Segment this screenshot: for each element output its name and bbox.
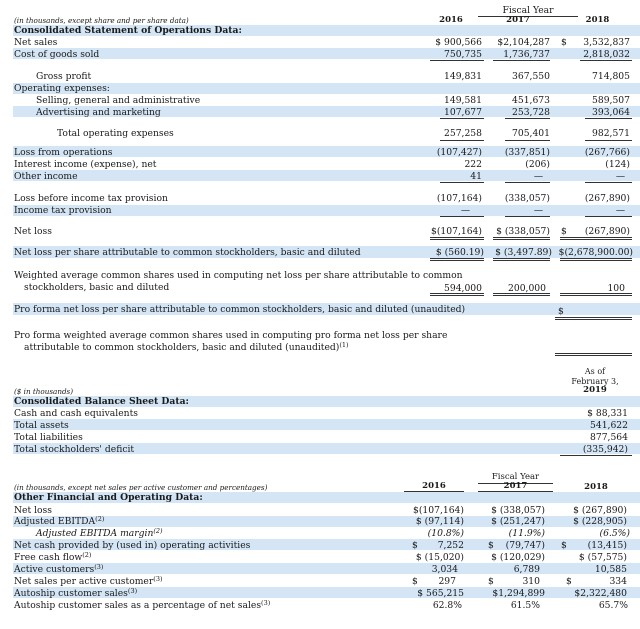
net-sales-2016: $ 900,566 [435,37,482,48]
gross-profit-2017: 367,550 [512,71,550,82]
sga-2016: 149,581 [444,95,482,106]
loss-before-tax-2017: (338,057) [504,193,550,204]
net-loss-2017: $ (338,057) [496,226,550,237]
fin-year-2018: 2018 [584,482,608,492]
net-loss-2018-dollar: $ [561,226,567,237]
sga-2017: 451,673 [512,95,550,106]
fin-row-2017: (11.9%) [508,528,545,539]
balance-asof-line2: February 3, [571,377,619,386]
tax-label: Income tax provision [14,205,112,216]
fin-row-2016: 7,252 [437,540,464,551]
adv-2016: 107,677 [444,107,482,118]
balance-asof-line1: As of [584,367,606,376]
total-opex-2017: 705,401 [512,128,550,139]
balance-section-title: Consolidated Balance Sheet Data: [14,396,189,407]
net-loss-2016: $(107,164) [430,226,482,237]
fin-row-2018-dollar: $ [561,540,567,551]
fin-row-2017: 61.5% [510,600,540,611]
nlps-2016: $ (560.19) [435,247,484,258]
fin-year-2017: 2017 [503,481,528,491]
fin-row-2016-dollar: $ [412,540,418,551]
loss-before-tax-label: Loss before income tax provision [14,193,168,204]
loss-ops-2016: (107,427) [436,147,482,158]
net-sales-2018: 3,532,837 [583,37,630,48]
bs-row-label: Total stockholders' deficit [14,444,135,455]
fin-row-label: Autoship customer sales$^{(3)}$ [14,587,138,599]
loss-ops-label: Loss from operations [14,147,113,158]
other-income-label: Other income [14,171,78,182]
bs-row-label: Cash and cash equivalents [14,408,138,419]
fin-row-label: Free cash flow$^{(2)}$ [14,551,92,563]
loss-ops-2017: (337,851) [504,147,550,158]
net-sales-2018-dollar: $ [561,37,567,48]
wacs-label-line2: stockholders, basic and diluted [24,282,170,293]
fin-row-2016: 297 [438,576,456,587]
fin-row-2017: $ (120,029) [491,552,545,563]
ops-section-title: Consolidated Statement of Operations Data: [14,25,242,36]
net-loss-label: Net loss [14,226,52,237]
fin-row-2016: $ 565,215 [417,588,464,599]
fin-row-label: Autoship customer sales as a percentage of net sales$^{(3)}$ [14,599,271,611]
fin-row-2018: 65.7% [598,600,628,611]
fin-row-label: Adjusted EBITDA margin$^{(2)}$ [36,527,163,539]
interest-2017: (206) [525,159,550,170]
fin-row-2017-dollar: $ [488,576,494,587]
fin-note: (in thousands, except net sales per active customer and percentages) [14,483,268,492]
cogs-2016: 750,735 [444,49,482,60]
proforma-nlps-2018-dollar: $ [558,306,564,317]
nlps-2018: $(2,678,900.00) [558,247,633,258]
fin-row-2017: (79,747) [505,540,545,551]
pf-wacs-label-line1: Pro forma weighted average common shares used in computing pro forma net loss per share [14,330,448,341]
fin-row-2016: (10.8%) [427,528,464,539]
fin-row-2017: $1,294,899 [492,588,545,599]
fin-row-2016-dollar: $ [412,576,418,587]
fin-row-label: Net loss [14,505,52,516]
nlps-2017: $ (3,497.89) [495,247,552,258]
bs-row-value: $ 88,331 [587,408,628,419]
interest-label: Interest income (expense), net [14,159,157,170]
fin-row-2017: $ (251,247) [491,516,545,527]
pf-wacs-label-line2: attributable to common stockholders, basic and diluted (unaudited)$^{(1)}$ [24,341,349,353]
tax-2016: — [460,205,470,216]
fin-row-2018-dollar: $ [566,576,572,587]
gross-profit-2018: 714,805 [592,71,630,82]
wacs-label-line1: Weighted average common shares used in computing net loss per share attributable to common [14,270,463,281]
tax-2017: — [533,205,543,216]
fin-row-2018: $ (267,890) [573,505,627,516]
total-opex-2016: 257,258 [444,128,482,139]
net-sales-label: Net sales [14,37,58,48]
fin-section-title: Other Financial and Operating Data: [14,492,203,503]
fin-row-label: Net cash provided by (used in) operating activities [14,540,251,551]
adv-label: Advertising and marketing [36,107,161,118]
bs-row-label: Total liabilities [14,432,83,443]
bs-row-label: Total assets [14,420,69,431]
other-income-2016: 41 [470,171,482,182]
interest-2018: (124) [605,159,630,170]
bs-row-value: 877,564 [590,432,628,443]
fin-row-2018: 10,585 [594,564,627,575]
fin-row-label: Active customers$^{(3)}$ [14,563,104,575]
fin-row-2018: 334 [609,576,627,587]
net-loss-2018: (267,890) [584,226,630,237]
pf-wacs-footnote: (1) [339,341,349,349]
loss-before-tax-2016: (107,164) [436,193,482,204]
fin-row-2018: $ (57,575) [578,552,627,563]
total-opex-2018: 982,571 [592,128,630,139]
gross-profit-2016: 149,831 [444,71,482,82]
fin-row-label: Adjusted EBITDA$^{(2)}$ [14,515,105,527]
fin-row-2018: (13,415) [587,540,627,551]
fin-row-2018: $ (228,905) [573,516,627,527]
fin-fiscal-year-label: Fiscal Year [491,472,540,482]
nlps-label: Net loss per share attributable to common stockholders, basic and diluted [14,247,361,258]
ops-note: (in thousands, except share and per share data) [14,16,189,25]
cogs-label: Cost of goods sold [14,49,100,60]
balance-note: ($ in thousands) [14,387,74,396]
fin-row-2018: $2,322,480 [574,588,627,599]
fin-row-2016: 3,034 [431,564,458,575]
total-opex-label: Total operating expenses [57,128,174,139]
wacs-2016: 594,000 [444,283,482,294]
other-income-2018: — [615,171,625,182]
fin-row-2017: 310 [522,576,540,587]
fin-row-2018: (6.5%) [599,528,630,539]
fin-row-2016: 62.8% [432,600,462,611]
fin-year-2016: 2016 [422,481,446,491]
sga-label: Selling, general and administrative [36,95,201,106]
gross-profit-label: Gross profit [36,71,92,82]
balance-asof-year: 2019 [583,385,607,395]
ops-year-2018: 2018 [585,15,610,25]
ops-year-2017: 2017 [506,15,530,25]
cogs-2018: 2,818,032 [583,49,630,60]
interest-2016: 222 [464,159,482,170]
bs-row-value: (335,942) [582,444,628,455]
adv-2018: 393,064 [592,107,630,118]
adv-2017: 253,728 [512,107,550,118]
net-sales-2017: $2,104,287 [497,37,550,48]
ops-fiscal-year-label: Fiscal Year [502,5,554,16]
wacs-2017: 200,000 [508,283,546,294]
loss-before-tax-2018: (267,890) [584,193,630,204]
fin-row-2016: $ (15,020) [415,552,464,563]
loss-ops-2018: (267,766) [584,147,630,158]
opex-label: Operating expenses: [14,83,110,94]
fin-row-label: Net sales per active customer$^{(3)}$ [14,575,163,587]
sga-2018: 589,507 [592,95,630,106]
fin-row-2016: $ (97,114) [415,516,464,527]
tax-2018: — [615,205,625,216]
proforma-nlps-label: Pro forma net loss per share attributable to common stockholders, basic and diluted (unaudited) [14,304,466,315]
ops-year-2016: 2016 [439,15,463,25]
fin-row-2016: $(107,164) [412,505,464,516]
fin-row-2017: 6,789 [513,564,540,575]
wacs-2018: 100 [607,283,625,294]
fin-row-2017-dollar: $ [488,540,494,551]
fin-row-2017: $ (338,057) [491,505,545,516]
cogs-2017: 1,736,737 [503,49,550,60]
other-income-2017: — [533,171,543,182]
bs-row-value: 541,622 [590,420,628,431]
